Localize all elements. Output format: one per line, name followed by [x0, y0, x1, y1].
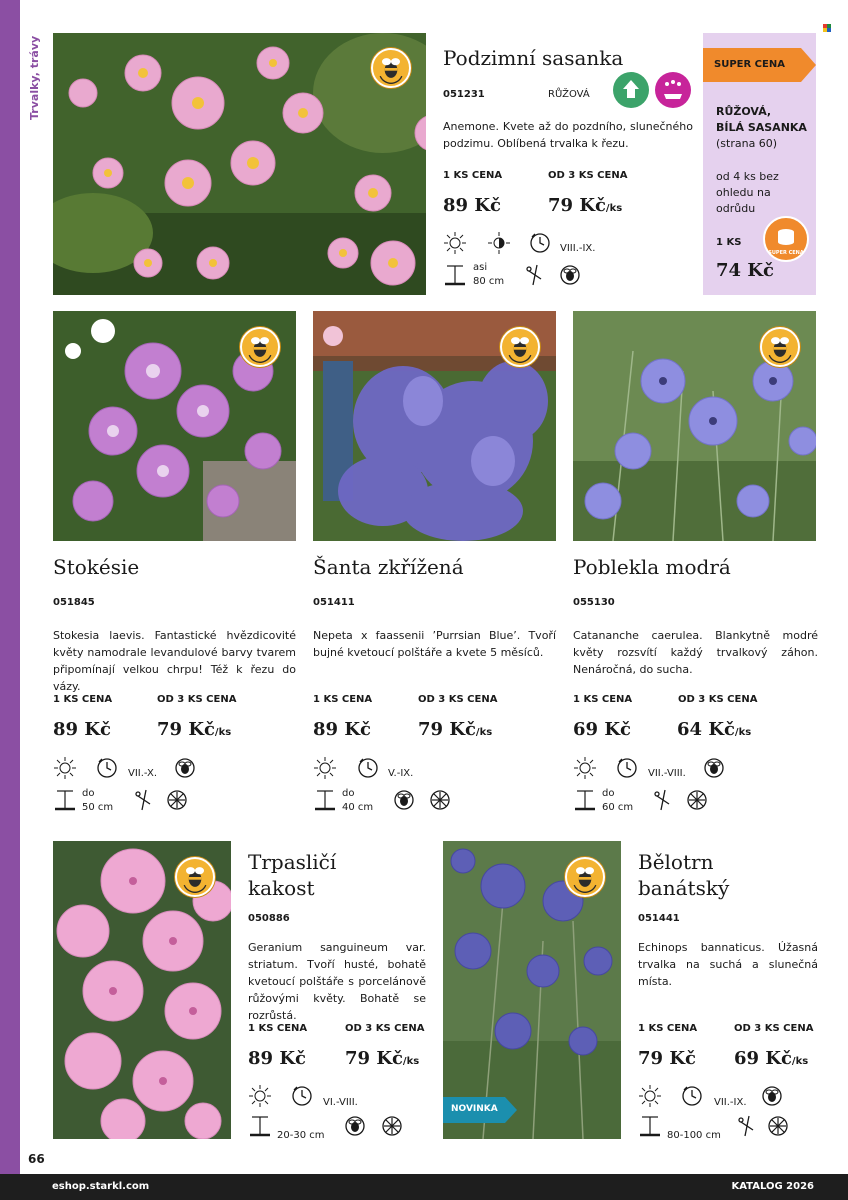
frost-hardy-icon	[165, 788, 189, 812]
price-label-1ks: 1 KS CENA	[443, 170, 503, 181]
price-label-3ks: OD 3 KS CENA	[678, 694, 758, 705]
bee-friendly-badge	[760, 327, 800, 367]
price-3ks: 69 Kč/ks	[734, 1048, 809, 1069]
height-line-2: 50 cm	[82, 802, 114, 813]
section-label: Trvalky, trávy	[28, 35, 41, 120]
bee-friendly-icon	[702, 756, 726, 780]
bloom-time: VII.-IX.	[714, 1097, 747, 1108]
price-label-1ks: 1 KS CENA	[638, 1023, 698, 1034]
price-label-1ks: 1 KS CENA	[248, 1023, 308, 1034]
price-3ks: 64 Kč/ks	[677, 719, 752, 740]
cut-flower-icon	[132, 788, 156, 812]
price-label-1ks: 1 KS CENA	[53, 694, 113, 705]
page-number: 66	[28, 1152, 45, 1166]
sun-icon	[638, 1084, 662, 1108]
bloom-time-icon	[95, 756, 119, 780]
price-label-3ks: OD 3 KS CENA	[345, 1023, 425, 1034]
bloom-time: V.-IX.	[388, 768, 414, 779]
plant-badge-icon	[613, 72, 649, 108]
bloom-time-icon	[290, 1084, 314, 1108]
product-code: 051441	[638, 913, 680, 924]
height-line-1: do	[82, 788, 95, 799]
height-icon	[638, 1114, 662, 1138]
bloom-time-icon	[680, 1084, 704, 1108]
product-title: Šanta zkřížená	[313, 555, 464, 579]
frost-hardy-icon	[766, 1114, 790, 1138]
bee-friendly-badge	[500, 327, 540, 367]
price-1ks: 69 Kč	[573, 719, 631, 740]
super-price-label: SUPER CENA	[714, 59, 785, 70]
height-icon	[443, 263, 467, 287]
bloom-time-icon	[356, 756, 380, 780]
price-3ks: 79 Kč/ks	[157, 719, 232, 740]
product-description: Geranium sanguineum var. striatum. Tvoří husté, bohatě kvetoucí polštáře s porcelánově růžovými květy. Bohatě se rozrůstá.	[248, 941, 426, 1022]
super-price-line: odrůdu	[716, 202, 756, 215]
new-product-label: NOVINKA	[451, 1104, 498, 1114]
bloom-time: VII.-X.	[128, 768, 158, 779]
quality-badge-icon	[655, 72, 691, 108]
super-price-line: (strana 60)	[716, 137, 778, 150]
product-description: Stokesia laevis. Fantastické hvězdicovité květy namodrale levandulové barvy tvarem připomínají velkou chrpu! Též k řezu do vázy.	[53, 629, 296, 693]
footer-website: eshop.starkl.com	[52, 1181, 150, 1192]
product-code: 051231	[443, 89, 485, 100]
bee-friendly-icon	[558, 263, 582, 287]
frost-hardy-icon	[380, 1114, 404, 1138]
super-price-qty: 1 KS	[716, 237, 742, 248]
height-icon	[313, 788, 337, 812]
product-code: 050886	[248, 913, 290, 924]
super-price-value: 74 Kč	[716, 260, 774, 281]
price-label-3ks: OD 3 KS CENA	[548, 170, 628, 181]
height-line-2: 60 cm	[602, 802, 634, 813]
cut-flower-icon	[735, 1114, 759, 1138]
bee-friendly-icon	[760, 1084, 784, 1108]
product-title: Bělotrn	[638, 850, 714, 874]
price-3ks: 79 Kč/ks	[345, 1048, 420, 1069]
footer-bar	[0, 1174, 848, 1200]
sun-icon	[248, 1084, 272, 1108]
coins-icon	[763, 216, 809, 262]
price-1ks: 89 Kč	[313, 719, 371, 740]
cut-flower-icon	[651, 788, 675, 812]
height-range: 80-100 cm	[667, 1130, 721, 1141]
product-description: Echinops bannaticus. Úžasná trvalka na suchá a slunečná místa.	[638, 941, 818, 988]
bloom-time-icon	[615, 756, 639, 780]
product-description: Catananche caerulea. Blankytně modré květy rozsvítí každý trvalkový záhon. Nenáročná, do sucha.	[573, 629, 818, 676]
height-line-2: 40 cm	[342, 802, 374, 813]
price-label-3ks: OD 3 KS CENA	[157, 694, 237, 705]
bee-friendly-badge	[175, 857, 215, 897]
product-title: Stokésie	[53, 555, 140, 579]
product-title: Trpasličí	[248, 850, 337, 874]
product-description: Nepeta x faassenii ʼPurrsian Blueʼ. Tvoří bujné kvetoucí polštáře a kvete 5 měsíců.	[313, 629, 556, 659]
price-3ks: 79 Kč/ks	[548, 195, 623, 216]
product-code: 051845	[53, 597, 95, 608]
price-1ks: 89 Kč	[53, 719, 111, 740]
price-1ks: 89 Kč	[248, 1048, 306, 1069]
super-price-line: BÍLÁ SASANKA	[716, 121, 807, 134]
height-line-1: do	[342, 788, 355, 799]
product-code: 051411	[313, 597, 355, 608]
bloom-time-icon	[528, 231, 552, 255]
height-line-2: 80 cm	[473, 276, 505, 287]
bee-friendly-icon	[392, 788, 416, 812]
product-title: banátský	[638, 876, 730, 900]
half-shade-icon	[487, 231, 511, 255]
product-code: 055130	[573, 597, 615, 608]
product-title: Podzimní sasanka	[443, 46, 624, 70]
product-photo-sasanka	[53, 33, 426, 295]
height-icon	[573, 788, 597, 812]
product-title: kakost	[248, 876, 315, 900]
sun-icon	[573, 756, 597, 780]
frost-hardy-icon	[428, 788, 452, 812]
sun-icon	[443, 231, 467, 255]
height-icon	[248, 1114, 272, 1138]
height-line-1: do	[602, 788, 615, 799]
bloom-time: VII.-VIII.	[648, 768, 686, 779]
price-label-1ks: 1 KS CENA	[313, 694, 373, 705]
super-price-line: od 4 ks bez	[716, 170, 779, 183]
bee-friendly-icon	[173, 756, 197, 780]
price-1ks: 89 Kč	[443, 195, 501, 216]
sun-icon	[53, 756, 77, 780]
color-mark-icon	[823, 24, 831, 32]
coin-label: SUPER CENA	[768, 250, 804, 256]
sun-icon	[313, 756, 337, 780]
cut-flower-icon	[523, 263, 547, 287]
super-price-line: ohledu na	[716, 186, 771, 199]
price-3ks: 79 Kč/ks	[418, 719, 493, 740]
height-range: 20-30 cm	[277, 1130, 325, 1141]
price-label-1ks: 1 KS CENA	[573, 694, 633, 705]
bloom-time: VIII.-IX.	[560, 243, 596, 254]
bee-friendly-badge	[565, 857, 605, 897]
product-description: Anemone. Kvete až do pozdního, slunečného podzimu. Oblíbená trvalka k řezu.	[443, 120, 693, 150]
height-icon	[53, 788, 77, 812]
price-1ks: 79 Kč	[638, 1048, 696, 1069]
bee-friendly-icon	[343, 1114, 367, 1138]
height-line-1: asi	[473, 262, 488, 273]
frost-hardy-icon	[685, 788, 709, 812]
bee-friendly-badge	[371, 48, 411, 88]
price-label-3ks: OD 3 KS CENA	[734, 1023, 814, 1034]
bloom-time: VI.-VIII.	[323, 1097, 358, 1108]
footer-catalog: KATALOG 2026	[731, 1181, 814, 1192]
price-label-3ks: OD 3 KS CENA	[418, 694, 498, 705]
product-color: RŮŽOVÁ	[548, 89, 590, 100]
product-title: Poblekla modrá	[573, 555, 731, 579]
bee-friendly-badge	[240, 327, 280, 367]
sidebar-strip	[0, 0, 20, 1174]
super-price-line: RŮŽOVÁ,	[716, 105, 772, 118]
